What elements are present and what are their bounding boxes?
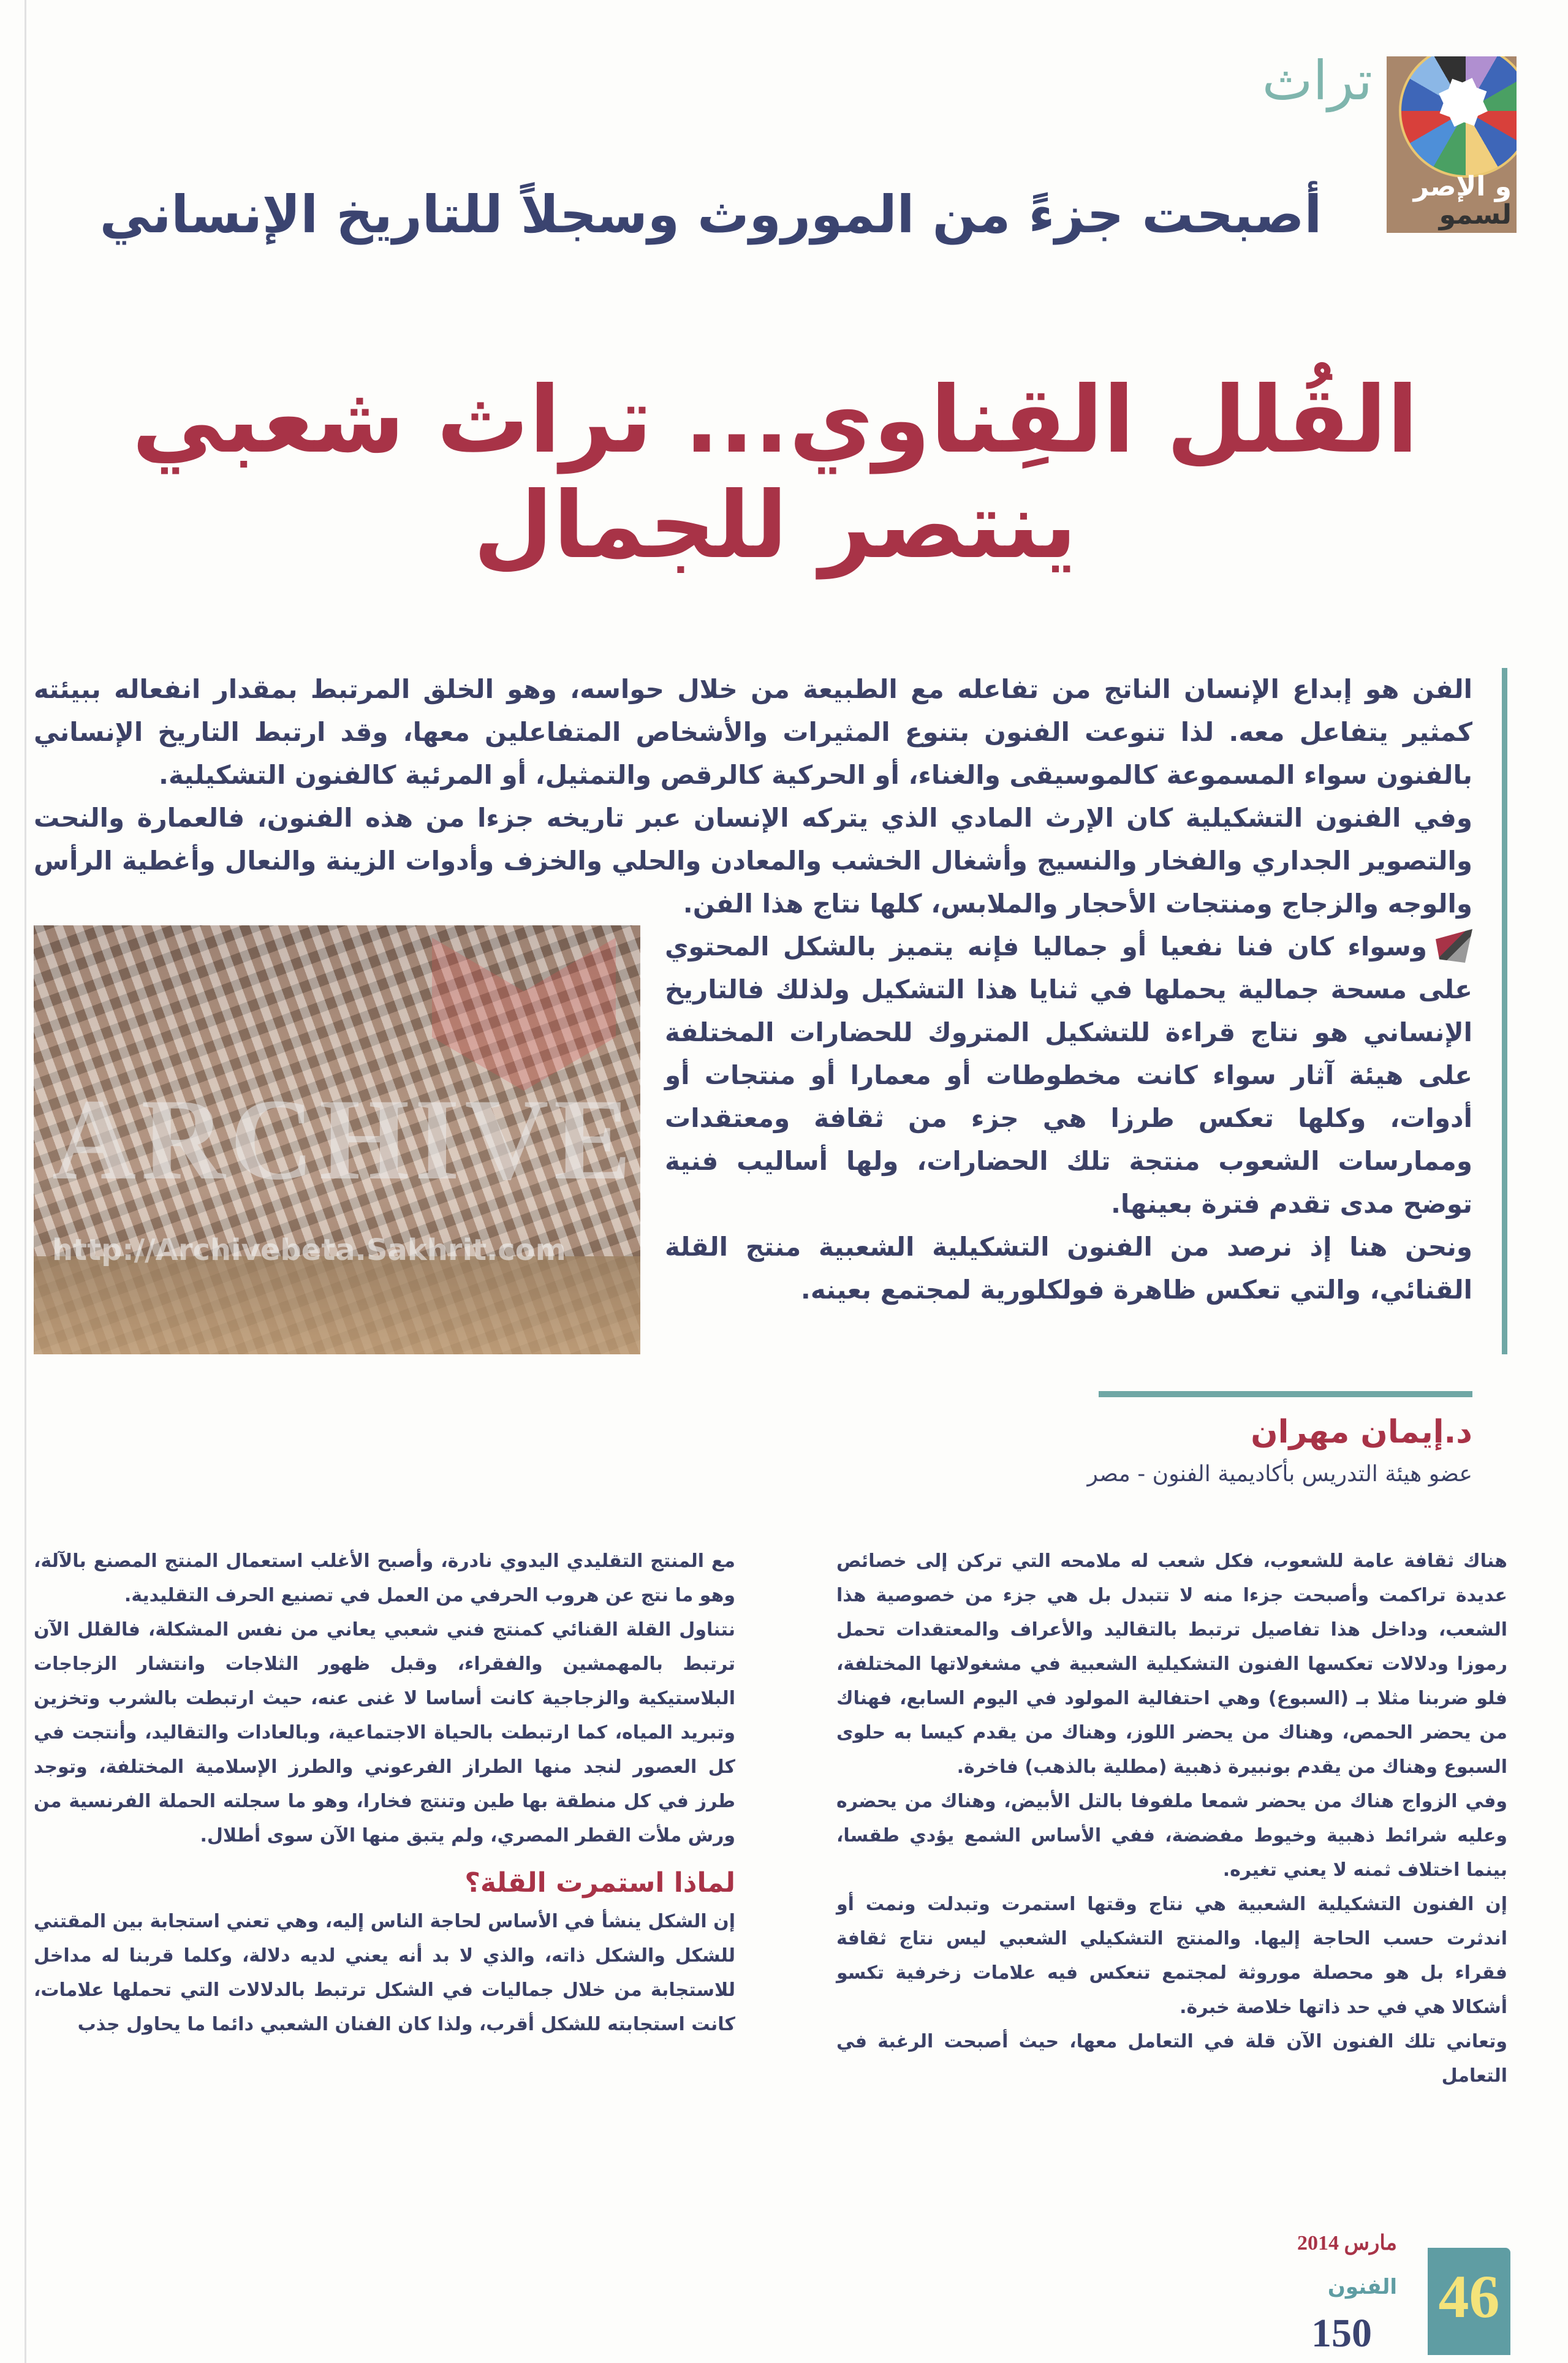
section-label: تراث bbox=[1262, 49, 1373, 112]
article-body bbox=[34, 668, 1507, 2093]
watermark-book-icon bbox=[432, 938, 616, 1091]
logo-text bbox=[1392, 173, 1512, 229]
issue-date: مارس 2014 bbox=[1297, 2232, 1397, 2255]
logo-text-line1: و الإصر bbox=[1413, 171, 1512, 202]
author-divider bbox=[1099, 1391, 1472, 1397]
watermark-url: http://Archivebeta.Sakhrit.com bbox=[52, 1233, 566, 1267]
logo-text-line2: لسمو bbox=[1439, 199, 1512, 230]
intro-paragraph: وسواء كان فنا نفعيا أو جماليا فإنه يتميز بالشكل المحتوي على مسحة جمالية يحملها في ثنايا هذا التشكيل ولذلك فالتاريخ الإنساني هو نتاج قراءة للتشكيل المتروك للحضارات المختلفة على هيئة آثار سواء كانت مخطوطات أو معمارا أو منتجات أو أدوات، وكلها تعكس طرزا هي جزء من ثقافة ومعتقدات وممارسات الشعوب منتجة تلك الحضارات، ولها أساليب فنية توضح مدى تقدم فترة بعينها. bbox=[665, 931, 1472, 1219]
body-paragraph: إن الفنون التشكيلية الشعبية هي نتاج وقتها استمرت وتبدلت ونمت أو اندثرت حسب الحاجة إليها. والمنتج التشكيلي الشعبي ليس نتاج ثقافة فقراء بل هو محصلة موروثة لمجتمع تنعكس فيه علامات زخرفية تكسو أشكالا هي في حد ذاتها خلاصة خبرة. bbox=[836, 1894, 1507, 2018]
magazine-logo: الفنون bbox=[1327, 2275, 1397, 2299]
intro-paragraph-text: الفن هو إبداع الإنسان الناتج من تفاعله مع الطبيعة من خلال حواسه، وهو الخلق المرتبط بمقدار انفعاله ببيئته كمثير يتفاعل معه. لذا تنوعت الفنون بتنوع المثيرات والأشخاص المتفاعلين معها، وقد ارتبط التاريخ الإنساني بالفنون سواء المسموعة كالموسيقى والغناء، أو الحركية كالرقص والتمثيل، أو المرئية كالفنون التشكيلية. bbox=[34, 674, 1472, 790]
section-logo bbox=[1387, 56, 1517, 233]
article-title: القُلل القِناوي... تراث شعبي ينتصر للجمال bbox=[132, 367, 1418, 579]
intro-paragraph: ونحن هنا إذ نرصد من الفنون التشكيلية الشعبية منتج القلة القنائي، والتي تعكس ظاهرة فولكلورية لمجتمع بعينه. bbox=[665, 1232, 1472, 1305]
article-subtitle: أصبحت جزءً من الموروث وسجلاً للتاريخ الإنساني bbox=[99, 184, 1322, 245]
author-block bbox=[34, 1391, 1472, 1489]
section-heading: لماذا استمرت القلة؟ bbox=[464, 1867, 735, 1898]
intro-section bbox=[34, 668, 1507, 1354]
body-paragraph: وفي الزواج هناك من يحضر شمعا ملفوفا بالتل الأبيض، وهناك من يحضره وعليه شرائط ذهبية وخيوط مفضضة، ففي الأساس الشمع يؤدي طقسا، بينما اختلاف ثمنه لا يعني تغيره. bbox=[836, 1791, 1507, 1881]
body-columns bbox=[34, 1544, 1507, 2093]
body-paragraph: هناك ثقافة عامة للشعوب، فكل شعب له ملامحه التي تركن إلى خصائص عديدة تراكمت وأصبحت جزءا منه لا تتبدل بل هي جزء من خصوصية هذا الشعب، وداخل هذا تفاصيل ترتبط بالتقاليد والأعراف والمعتقدات تحمل رموزا ودلالات تعكسها الفنون التشكيلية الشعبية في مشغولاتها المختلفة، فلو ضربنا مثلا بـ (السبوع) وهي احتفالية المولود في اليوم السابع، فهناك من يحضر الحمص، وهناك من يحضر اللوز، وهناك من يقدم كيسا به حلوى السبوع وهناك من يقدم بونبيرة ذهبية (مطلية بالذهب) فاخرة. bbox=[836, 1550, 1507, 1778]
author-name: د.إيمان مهران bbox=[1251, 1414, 1472, 1451]
body-column-right bbox=[836, 1544, 1507, 2093]
author-role: عضو هيئة التدريس بأكاديمية الفنون - مصر bbox=[1087, 1462, 1472, 1487]
body-paragraph: وتعاني تلك الفنون الآن قلة في التعامل معها، حيث أصبحت الرغبة في التعامل bbox=[836, 2031, 1507, 2087]
intro-paragraph: وفي الفنون التشكيلية كان الإرث المادي الذي يتركه الإنسان عبر تاريخه جزءا من هذه الفنون، فالعمارة والنحت والتصوير الجداري والفخار والنسيج وأشغال الخشب والمعادن والحلي والخزف وأدوات الزينة والنعال وأغطية الرأس والوجه والزجاج ومنتجات الأحجار والملابس، كلها نتاج هذا الفن. bbox=[34, 803, 1472, 919]
page-number: 46 bbox=[1438, 2262, 1500, 2331]
watermark-text: ARCHIVE bbox=[52, 1075, 637, 1204]
body-column-left bbox=[34, 1544, 735, 2093]
scan-edge-shadow bbox=[25, 0, 26, 2363]
issue-number: 150 bbox=[1311, 2311, 1372, 2356]
pottery-jars-photo bbox=[34, 925, 640, 1354]
body-paragraph: إن الشكل ينشأ في الأساس لحاجة الناس إليه، وهي تعني استجابة بين المقتني للشكل والشكل ذاته، والذي لا بد أنه يعني لديه دلالة، وكلما قربنا له مداخل للاستجابة من خلال جماليات في الشكل ترتبط بالدلالات التي تحملها علامات، كانت استجابته للشكل أقرب، ولذا كان الفنان الشعبي دائما ما يحاول جذب bbox=[34, 1911, 735, 2035]
intro-paragraph bbox=[34, 668, 1472, 797]
body-paragraph: مع المنتج التقليدي اليدوي نادرة، وأصبح الأغلب استعمال المنتج المصنع بالآلة، وهو ما نتج عن هروب الحرفي من العمل في تصنيع الحرف التقليدية. bbox=[34, 1550, 735, 1606]
body-paragraph: نتناول القلة القنائي كمنتج فني شعبي يعاني من نفس المشكلة، فالقلل الآن ترتبط بالمهمشين والفقراء، وقبل ظهور الثلاجات وانتشار الزجاجات البلاستيكية والزجاجية كانت أساسا لا غنى عنه، حيث ارتبطت بالشرب وتخزين وتبريد المياه، كما ارتبطت بالحياة الاجتماعية، وبالعادات والتقاليد، وأنتجت في كل العصور لنجد منها الطراز الفرعوني والطرز الإسلامية المختلفة، وتوجد طرز في كل منطقة بها طين وتنتج فخارا، وهو ما سجلته الحملة الفرنسية من ورش ملأت القطر المصري، ولم يتبق منها الآن سوى أطلال. bbox=[34, 1619, 735, 1846]
intro-text bbox=[34, 668, 1472, 1354]
